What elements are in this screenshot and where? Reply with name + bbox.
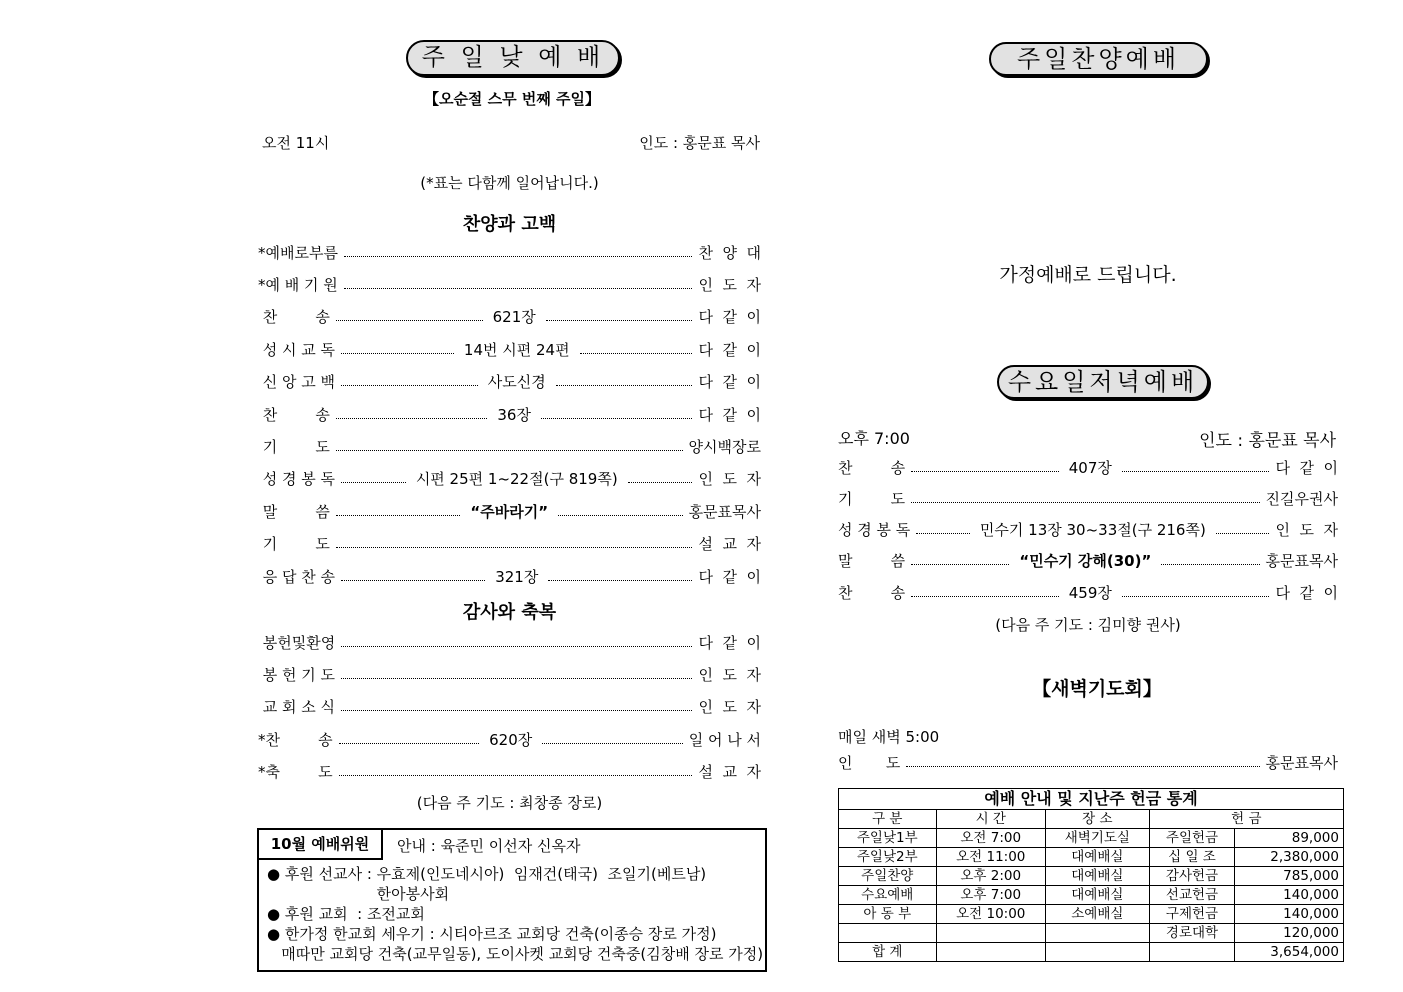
order-label: 성 시 교 독 <box>258 340 336 359</box>
stats-header: 구 분 <box>839 810 937 829</box>
stats-header: 헌 금 <box>1149 810 1343 829</box>
stats-row <box>839 924 1344 943</box>
stats-cell: 십 일 조 <box>1149 848 1235 867</box>
committee-line: 한아봉사회 <box>267 885 450 903</box>
stats-row <box>839 848 1344 867</box>
order-row <box>258 566 761 586</box>
leader-dots <box>341 678 692 679</box>
stats-cell: 소예배실 <box>1045 905 1149 924</box>
worship-subtitle: 【오순절 스무 번째 주일】 <box>423 90 601 108</box>
order-responsible: 다 같 이 <box>698 405 761 424</box>
order-content: 민수기 13장 30~33절(구 216쪽) <box>979 521 1206 540</box>
stats-header: 시 간 <box>936 810 1045 829</box>
order-content: 321장 <box>495 567 539 586</box>
stats-cell: 수요예배 <box>839 886 937 905</box>
worship-time: 오전 11시 <box>262 134 330 152</box>
dawn-time: 매일 새벽 5:00 <box>838 728 940 746</box>
order-label: 교 회 소 식 <box>258 698 336 717</box>
section-thanks-blessing: 감사와 축복 <box>462 602 557 623</box>
stats-cell: 120,000 <box>1235 924 1344 943</box>
order-label: 기 도 <box>258 535 330 554</box>
stats-cell <box>936 943 1045 962</box>
order-label: *축 도 <box>258 763 333 782</box>
stats-cell: 오후 2:00 <box>936 867 1045 886</box>
stats-cell: 2,380,000 <box>1235 848 1344 867</box>
stats-row <box>839 943 1344 962</box>
committee-line: 매따만 교회당 건축(교무일동), 도이사켓 교회당 건축중(김창배 장로 가정) <box>267 945 764 963</box>
order-row <box>258 632 761 652</box>
leader-dots <box>580 353 693 354</box>
leader-dots <box>542 743 683 744</box>
leader-dots <box>336 515 460 516</box>
wednesday-time: 오후 7:00 <box>838 429 910 448</box>
stats-cell: 합 계 <box>839 943 937 962</box>
leader-dots <box>911 596 1059 597</box>
order-responsible: 다 같 이 <box>698 308 762 327</box>
stats-cell: 140,000 <box>1235 905 1344 924</box>
leader-dots <box>1161 564 1259 565</box>
order-responsible: 홍문표목사 <box>1265 552 1338 571</box>
order-content: “민수기 강해(30)” <box>1019 552 1152 571</box>
order-label: 신 앙 고 백 <box>258 373 336 392</box>
order-row <box>838 582 1338 602</box>
stats-caption: 예배 안내 및 지난주 헌금 통계 <box>839 789 1344 810</box>
stats-cell: 새벽기도실 <box>1045 829 1149 848</box>
stats-cell: 3,654,000 <box>1235 943 1344 962</box>
stats-cell: 경로대학 <box>1149 924 1235 943</box>
leader-dots <box>336 418 487 419</box>
leader-dots <box>906 766 1259 767</box>
order-label: 성 경 봉 독 <box>258 470 336 489</box>
order-content: 407장 <box>1068 458 1112 477</box>
order-content: 사도신경 <box>487 373 546 392</box>
order-content: 620장 <box>489 730 533 749</box>
stats-cell: 아 동 부 <box>839 905 937 924</box>
order-row <box>258 664 761 684</box>
order-row <box>838 457 1338 477</box>
order-row <box>258 339 761 359</box>
order-label: 봉헌및환영 <box>258 633 336 652</box>
order-row <box>258 242 761 262</box>
order-row <box>258 372 761 392</box>
stats-cell: 오전 7:00 <box>936 829 1045 848</box>
order-label: 찬 송 <box>838 458 906 477</box>
order-label: 말 씀 <box>258 502 330 521</box>
stats-cell: 140,000 <box>1235 886 1344 905</box>
stats-cell <box>1149 943 1235 962</box>
stats-cell <box>1045 924 1149 943</box>
order-responsible: 다 같 이 <box>698 567 761 586</box>
order-content: 시편 25편 1~22절(구 819쪽) <box>415 470 618 489</box>
leader-dots <box>546 320 693 321</box>
sunday-praise-title: 주일찬양예배 <box>989 42 1208 76</box>
order-responsible: 인 도 자 <box>1275 521 1338 540</box>
order-row <box>258 729 761 749</box>
stats-cell: 오전 11:00 <box>936 848 1045 867</box>
dawn-leader: 홍문표목사 <box>1265 753 1338 772</box>
leader-dots <box>339 743 480 744</box>
order-responsible: 인 도 자 <box>698 665 761 684</box>
leader-dots <box>341 710 692 711</box>
order-label: 기 도 <box>838 489 906 508</box>
committee-lines <box>267 864 763 964</box>
order-responsible: 홍문표목사 <box>688 502 762 521</box>
order-row <box>258 501 761 521</box>
stats-cell: 대예배실 <box>1045 886 1149 905</box>
stats-row <box>839 905 1344 924</box>
order-label: *예배로부름 <box>258 243 338 262</box>
stats-cell: 오후 7:00 <box>936 886 1045 905</box>
stats-row <box>839 886 1344 905</box>
leader-dots <box>336 320 483 321</box>
order-responsible: 인 도 자 <box>698 698 761 717</box>
order-responsible: 양시백장로 <box>688 437 761 456</box>
home-worship-note: 가정예배로 드립니다. <box>999 264 1177 286</box>
standing-note: (*표는 다함께 일어납니다.) <box>420 174 599 192</box>
leader-dots <box>541 418 692 419</box>
leader-dots <box>911 502 1259 503</box>
order-content: 621장 <box>492 308 536 327</box>
order-label: 성 경 봉 독 <box>838 521 911 540</box>
wednesday-leader: 인도 : 홍문표 목사 <box>1199 431 1336 451</box>
order-responsible: 인 도 자 <box>698 470 761 489</box>
wednesday-worship-title: 수요일저녁예배 <box>997 365 1209 399</box>
order-responsible: 다 같 이 <box>698 373 761 392</box>
leader-dots <box>548 580 692 581</box>
leader-dots <box>628 482 693 483</box>
order-label: 응 답 찬 송 <box>258 567 336 586</box>
stats-cell: 대예배실 <box>1045 848 1149 867</box>
order-content: “주바라기” <box>470 502 549 521</box>
order-responsible: 다 같 이 <box>698 633 761 652</box>
leader-dots <box>1216 533 1270 534</box>
order-row <box>258 274 761 294</box>
order-responsible: 인 도 자 <box>698 275 761 294</box>
leader-dots <box>916 533 970 534</box>
order-row <box>838 520 1338 540</box>
order-label: 찬 송 <box>838 583 906 602</box>
stats-cell: 785,000 <box>1235 867 1344 886</box>
leader-dots <box>336 547 693 548</box>
committee-guide: 안내 : 육준민 이선자 신옥자 <box>397 837 581 855</box>
order-responsible: 설 교 자 <box>698 763 761 782</box>
order-responsible: 진길우권사 <box>1265 489 1338 508</box>
order-row <box>258 469 761 489</box>
order-row <box>258 697 761 717</box>
leader-dots <box>341 482 406 483</box>
order-label: 기 도 <box>258 437 330 456</box>
order-label: *찬 송 <box>258 730 333 749</box>
dawn-leader-row <box>838 752 1338 772</box>
order-row <box>258 762 761 782</box>
order-content: 459장 <box>1068 583 1112 602</box>
order-content: 36장 <box>497 405 531 424</box>
order-responsible: 다 같 이 <box>698 340 762 359</box>
order-responsible: 찬 양 대 <box>698 243 761 262</box>
order-label: 말 씀 <box>838 552 906 571</box>
leader-dots <box>344 288 693 289</box>
leader-dots <box>911 471 1059 472</box>
leader-dots <box>558 515 682 516</box>
stats-cell: 선교헌금 <box>1149 886 1235 905</box>
order-label: 찬 송 <box>258 405 330 424</box>
stats-cell: 구제헌금 <box>1149 905 1235 924</box>
stats-cell: 주일찬양 <box>839 867 937 886</box>
committee-line: ● 후원 교회 : 조전교회 <box>267 905 425 923</box>
order-label: *예 배 기 원 <box>258 275 338 294</box>
stats-header: 장 소 <box>1045 810 1149 829</box>
committee-month: 10월 예배위원 <box>259 830 383 860</box>
stats-cell <box>1045 943 1149 962</box>
sunday-worship-title: 주 일 낮 예 배 <box>406 40 620 76</box>
leader-dots <box>556 385 693 386</box>
order-row <box>838 551 1338 571</box>
order-responsible: 다 같 이 <box>1275 458 1339 477</box>
wednesday-next-prayer: (다음 주 기도 : 김미향 권사) <box>995 616 1181 634</box>
leader-dots <box>911 564 1009 565</box>
order-label: 찬 송 <box>258 308 330 327</box>
stats-cell <box>936 924 1045 943</box>
stats-cell: 대예배실 <box>1045 867 1149 886</box>
offering-stats-table <box>838 788 1344 962</box>
next-prayer-note: (다음 주 기도 : 최창종 장로) <box>416 794 603 812</box>
order-row <box>258 534 761 554</box>
stats-cell: 오전 10:00 <box>936 905 1045 924</box>
leader-dots <box>341 385 478 386</box>
order-responsible: 일 어 나 서 <box>688 730 762 749</box>
committee-box <box>257 828 767 972</box>
leader-dots <box>341 353 454 354</box>
leader-dots <box>336 450 683 451</box>
order-label: 봉 헌 기 도 <box>258 665 336 684</box>
stats-cell <box>839 924 937 943</box>
section-praise-confession: 찬양과 고백 <box>462 214 557 235</box>
stats-cell: 주일낮2부 <box>839 848 937 867</box>
committee-line: ● 후원 선교사 : 우효제(인도네시아) 임재건(태국) 조일기(베트남) <box>267 865 707 883</box>
stats-cell: 주일헌금 <box>1149 829 1235 848</box>
order-responsible: 설 교 자 <box>698 535 761 554</box>
stats-cell: 감사헌금 <box>1149 867 1235 886</box>
stats-cell: 89,000 <box>1235 829 1344 848</box>
leader-dots <box>1122 596 1270 597</box>
order-row <box>258 404 761 424</box>
stats-row <box>839 867 1344 886</box>
order-row <box>258 436 761 456</box>
worship-leader: 인도 : 홍문표 목사 <box>639 134 760 152</box>
leader-dots <box>1122 471 1270 472</box>
dawn-label: 인 도 <box>838 753 901 772</box>
order-row <box>838 488 1338 508</box>
dawn-prayer-title: 【새벽기도회】 <box>1032 678 1162 700</box>
stats-row <box>839 829 1344 848</box>
stats-cell: 주일낮1부 <box>839 829 937 848</box>
committee-line: ● 한가정 한교회 세우기 : 시티아르조 교회당 건축(이종승 장로 가정) <box>267 925 717 943</box>
leader-dots <box>341 646 692 647</box>
order-responsible: 다 같 이 <box>1275 583 1339 602</box>
order-row <box>258 307 761 327</box>
leader-dots <box>339 775 693 776</box>
leader-dots <box>341 580 485 581</box>
leader-dots <box>344 256 693 257</box>
order-content: 14번 시편 24편 <box>463 340 570 359</box>
